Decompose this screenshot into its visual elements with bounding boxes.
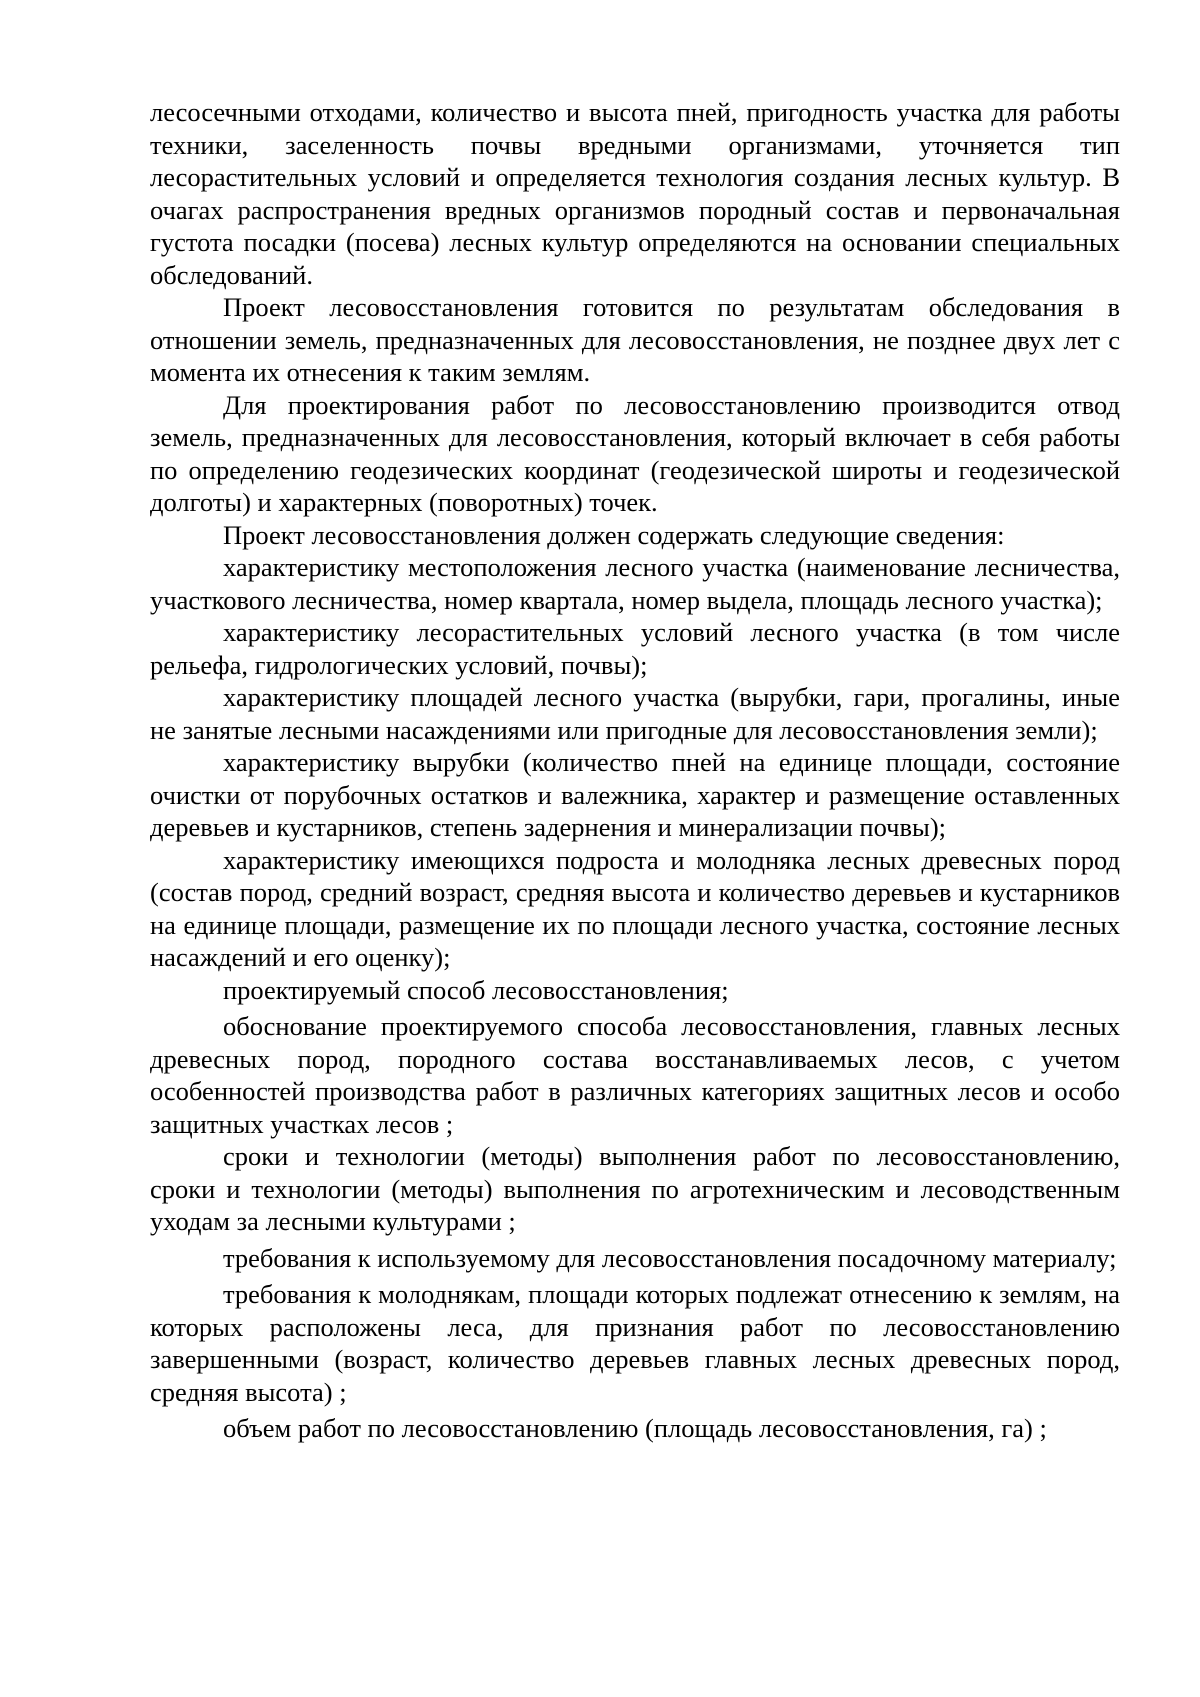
list-item-reforestation-method: проектируемый способ лесовосстановления; <box>223 974 729 1005</box>
list-item-planting-material-requirements: требования к используемому для лесовосстановления посадочному материалу; <box>223 1242 1117 1273</box>
paragraph-land-allotment: Для проектирования работ по лесовосстановлению производится отвод земель, предназначенных для лесовосстановления, который включает в себя работы по определению геодезических координат (геодезической широты и геодезической долготы) и характерных (поворотных) точек. <box>150 389 1120 517</box>
list-item-method-justification: обоснование проектируемого способа лесовосстановления, главных лесных древесных пород, породного состава восстанавливаемых лесов, с учетом особенностей производства работ в различных категориях защитных лесов и особо защитных участках лесов ; <box>150 1011 1120 1139</box>
paragraph-project-timing: Проект лесовосстановления готовится по результатам обследования в отношении земель, предназначенных для лесовосстановления, не позднее двух лет с момента их отнесения к таким землям. <box>150 292 1120 387</box>
list-item-work-volume: объем работ по лесовосстановлению (площадь лесовосстановления, га) ; <box>223 1413 1047 1443</box>
list-item-forest-conditions: характеристику лесорастительных условий лесного участка (в том числе рельефа, гидрологических условий, почвы); <box>150 617 1120 680</box>
list-item-clearcut-characteristics: характеристику вырубки (количество пней на единице площади, состояние очистки от порубочных остатков и валежника, характер и размещение оставленных деревьев и кустарников, степень задернения и минерализации почвы); <box>150 747 1120 842</box>
list-item-timing-technology: сроки и технологии (методы) выполнения работ по лесовосстановлению, сроки и технологии (методы) выполнения по агротехническим и лесоводственным уходам за лесными культурами ; <box>150 1141 1120 1236</box>
list-item-location: характеристику местоположения лесного участка (наименование лесничества, участкового лесничества, номер квартала, номер выдела, площадь лесного участка); <box>150 552 1120 615</box>
paragraph-continuation: лесосечными отходами, количество и высота пней, пригодность участка для работы техники, заселенность почвы вредными организмами, уточняется тип лесорастительных условий и определяется технология создания лесных культур. В очагах распространения вредных организмов породный состав и первоначальная густота посадки (посева) лесных культур определяются на основании специальных обследований. <box>150 97 1120 290</box>
list-item-young-stand-requirements: требования к молоднякам, площади которых подлежат отнесению к землям, на которых расположены леса, для признания работ по лесовосстановлению завершенными (возраст, количество деревьев главных лесных древесных пород, средняя высота) ; <box>150 1279 1120 1407</box>
paragraph-project-contents-intro: Проект лесовосстановления должен содержать следующие сведения: <box>223 519 1005 550</box>
document-body <box>150 96 1120 1445</box>
list-item-undergrowth-characteristics: характеристику имеющихся подроста и молодняка лесных древесных пород (состав пород, средний возраст, средняя высота и количество деревьев и кустарников на единице площади, размещение их по площади лесного участка, состояние лесных насаждений и его оценку); <box>150 844 1120 972</box>
list-item-area-characteristics: характеристику площадей лесного участка (вырубки, гари, прогалины, иные не занятые лесными насаждениями или пригодные для лесовосстановления земли); <box>150 682 1120 745</box>
